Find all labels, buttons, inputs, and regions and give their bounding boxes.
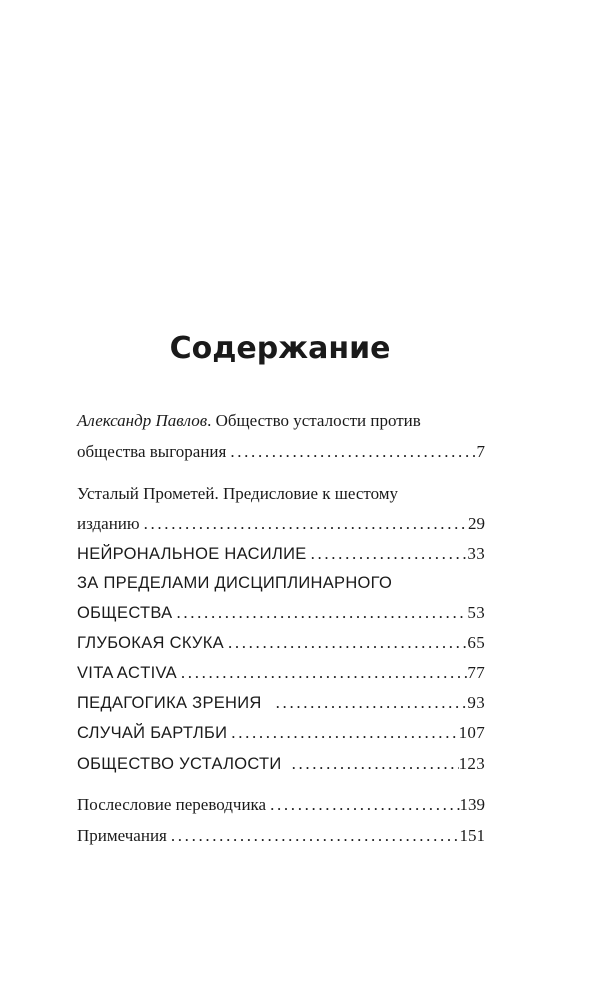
toc-entry-title: ГЛУБОКАЯ СКУКА	[77, 634, 224, 652]
toc-entry[interactable]	[77, 720, 485, 746]
toc-entry-preface-line1	[77, 481, 485, 507]
toc-entry[interactable]	[77, 792, 485, 818]
dot-leader	[282, 751, 459, 777]
toc-entry-title: ОБЩЕСТВО УСТАЛОСТИ	[77, 755, 282, 773]
toc-page-number: 53	[467, 603, 485, 622]
toc-entry-title: VITA ACTIVA	[77, 664, 177, 682]
toc-entry-pavlov-line1	[77, 408, 485, 434]
toc-entry[interactable]	[77, 660, 485, 686]
toc-entry-title: ПЕДАГОГИКА ЗРЕНИЯ	[77, 694, 262, 712]
dot-leader	[226, 439, 476, 465]
toc-entry[interactable]	[77, 751, 485, 777]
toc-entry-title: общества выгорания	[77, 442, 227, 461]
dot-leader	[224, 630, 467, 656]
toc-entry-line1	[77, 570, 485, 596]
toc-entry[interactable]	[77, 541, 485, 567]
toc-page-number: 151	[459, 826, 485, 845]
toc-page-number: 107	[458, 723, 485, 742]
toc-page-number: 33	[467, 544, 485, 563]
toc-entry[interactable]	[77, 690, 485, 716]
toc-entry-preface-line2[interactable]	[77, 511, 485, 537]
dot-leader	[167, 823, 460, 849]
dot-leader	[140, 511, 468, 537]
toc-entry-title: СЛУЧАЙ БАРТЛБИ	[77, 724, 228, 742]
toc-entry-title: Послесловие переводчика	[77, 795, 267, 814]
toc-entry-text: ЗА ПРЕДЕЛАМИ ДИСЦИПЛИНАРНОГО	[77, 574, 393, 592]
toc-entry-text: . Общество усталости против	[207, 411, 421, 430]
toc-entry-title: Примечания	[77, 826, 167, 845]
toc-entry-line2[interactable]	[77, 600, 485, 626]
toc-entry-title: ОБЩЕСТВА	[77, 604, 173, 622]
toc-entry[interactable]	[77, 823, 485, 849]
toc-page-number: 77	[467, 663, 485, 682]
toc-page-number: 123	[458, 754, 485, 773]
dot-leader	[172, 600, 467, 626]
toc-entry[interactable]	[77, 630, 485, 656]
toc-page-number: 65	[467, 633, 485, 652]
toc-page-number: 29	[468, 514, 485, 533]
toc-page-number: 139	[459, 795, 485, 814]
dot-leader	[177, 660, 468, 686]
toc-entry-title: изданию	[77, 514, 140, 533]
page-title: Содержание	[169, 331, 391, 366]
dot-leader	[227, 720, 458, 746]
toc-page-number: 93	[467, 693, 485, 712]
toc-entry-title: НЕЙРОНАЛЬНОЕ НАСИЛИЕ	[77, 545, 307, 563]
dot-leader	[266, 792, 459, 818]
dot-leader	[307, 541, 468, 567]
toc-entry-text: Усталый Прометей. Предисловие к шестому	[77, 484, 398, 503]
toc-entry-pavlov-line2[interactable]	[77, 439, 485, 465]
toc-author: Александр Павлов	[77, 411, 208, 430]
dot-leader	[262, 690, 468, 716]
toc-page-number: 7	[476, 442, 485, 461]
